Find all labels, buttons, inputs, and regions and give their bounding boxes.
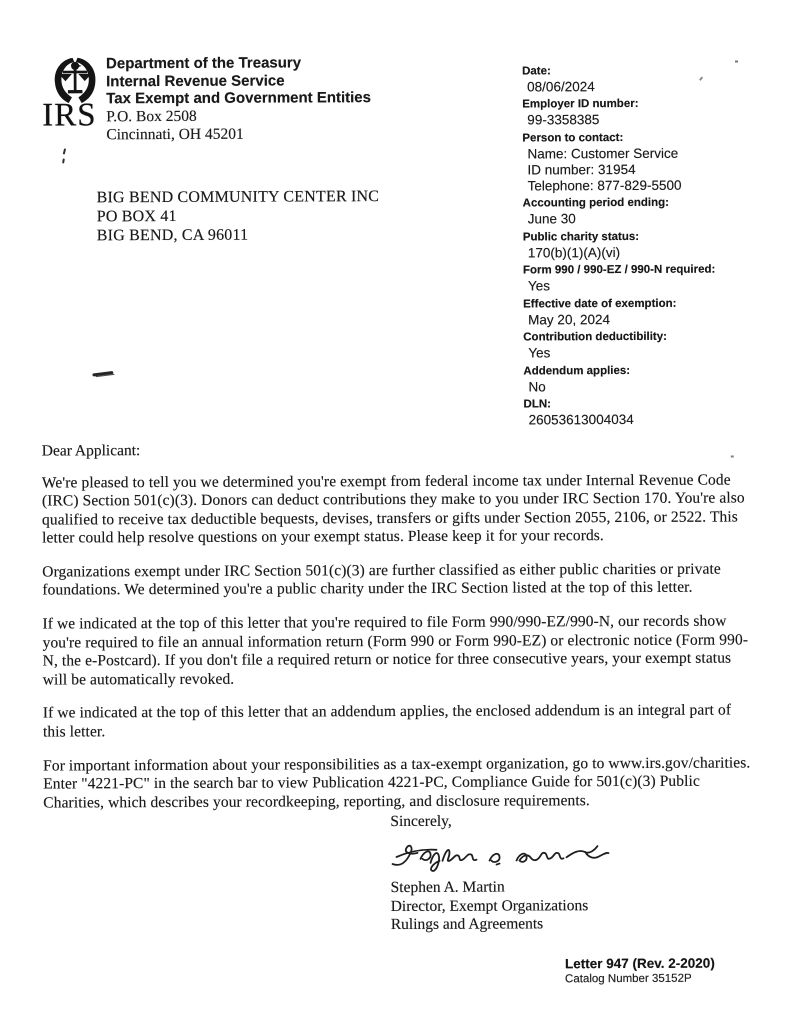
recipient-name: BIG BEND COMMUNITY CENTER INC	[96, 188, 380, 207]
paragraph-exemption: We're pleased to tell you we determined you're exempt from federal income tax under Internal Revenue Code (IRC) Section 501(c)(3). Donors can deduct contributions they make to you under IRC Section 170. You're also qualified to receive tax deductible bequests, devises, transfers or gifts under Section 2055, 2106, or 2522. This letter could help resolve questions on your exempt status. Please keep it for your records.	[41, 471, 745, 547]
paragraph-responsibilities: For important information about your responsibilities as a tax-exempt organization, go to www.irs.gov/charities. Enter "4221-PC" in the search bar to view Publication 4221-PC, Compliance Guide for 501(c)(3) Public Charities, which describes your recordkeeping, reporting, and disclosure requirements.	[43, 754, 751, 812]
catalog-number: Catalog Number 35152P	[565, 972, 692, 986]
scan-artifact	[731, 456, 734, 458]
paragraph-filing-requirements: If we indicated at the top of this letter that you're required to file Form 990/990-EZ/990-N, our records show you're required to file an annual information return (Form 990 or Form 990-EZ) or electronic notice (Form 990-N, the e-Postcard). If you don't file a required return or notice for three consecutive years, your exempt status will be automatically revoked.	[42, 612, 749, 689]
scan-artifact	[92, 371, 113, 377]
paragraph-classification: Organizations exempt under IRC Section 501(c)(3) are further classified as either public charities or private foundations. We determined you're a public charity under the IRC Section listed at the top of this letter.	[42, 560, 721, 600]
signature-block	[390, 811, 637, 935]
closing: Sincerely,	[390, 812, 452, 831]
letter-info-panel	[522, 60, 764, 428]
letterhead	[42, 54, 371, 144]
salutation: Dear Applicant:	[41, 442, 141, 460]
agency-division: Tax Exempt and Government Entities	[106, 89, 372, 108]
recipient-po-box: PO BOX 41	[96, 207, 177, 226]
field-public-charity-status: Public charity status: 170(b)(1)(A)(vi)	[522, 230, 640, 260]
field-effective-date: Effective date of exemption: May 20, 2024	[523, 297, 677, 327]
signer-name: Stephen A. Martin	[390, 878, 505, 897]
agency-department: Department of the Treasury	[106, 54, 302, 73]
letter-number: Letter 947 (Rev. 2-2020)	[564, 955, 715, 972]
field-dln: DLN: 26053613004034	[523, 398, 634, 428]
paragraph-addendum: If we indicated at the top of this letter that an addendum applies, the enclosed addendum is an integral part of this letter.	[42, 701, 732, 741]
field-form-990-required: Form 990 / 990-EZ / 990-N required: Yes	[522, 263, 716, 294]
field-accounting-period: Accounting period ending: June 30	[522, 196, 669, 227]
agency-block	[102, 54, 371, 144]
agency-po-box: P.O. Box 2508	[106, 107, 197, 125]
field-contribution-deductibility: Contribution deductibility: Yes	[523, 330, 667, 361]
field-employer-id: Employer ID number: 99-3358385	[522, 97, 639, 128]
irs-wordmark: IRS	[42, 97, 97, 134]
scan-artifact	[62, 158, 65, 163]
recipient-address	[97, 187, 380, 245]
irs-logo	[42, 55, 102, 144]
signer-title-1: Director, Exempt Organizations	[390, 896, 589, 915]
scan-artifact	[63, 148, 66, 154]
field-addendum-applies: Addendum applies: No	[523, 364, 631, 394]
letter-footer	[565, 955, 715, 987]
recipient-city-state-zip: BIG BEND, CA 96011	[96, 226, 249, 245]
agency-city: Cincinnati, OH 45201	[106, 125, 244, 143]
handwritten-signature	[386, 834, 636, 877]
signer-title-2: Rulings and Agreements	[390, 915, 544, 934]
scan-artifact	[735, 61, 738, 63]
field-date: Date: 08/06/2024	[522, 64, 595, 94]
letter-body	[42, 439, 756, 828]
field-person-to-contact: Person to contact: Name: Customer Service ID number: 31954 Telephone: 877-829-5500	[522, 131, 682, 193]
agency-service: Internal Revenue Service	[106, 71, 285, 90]
